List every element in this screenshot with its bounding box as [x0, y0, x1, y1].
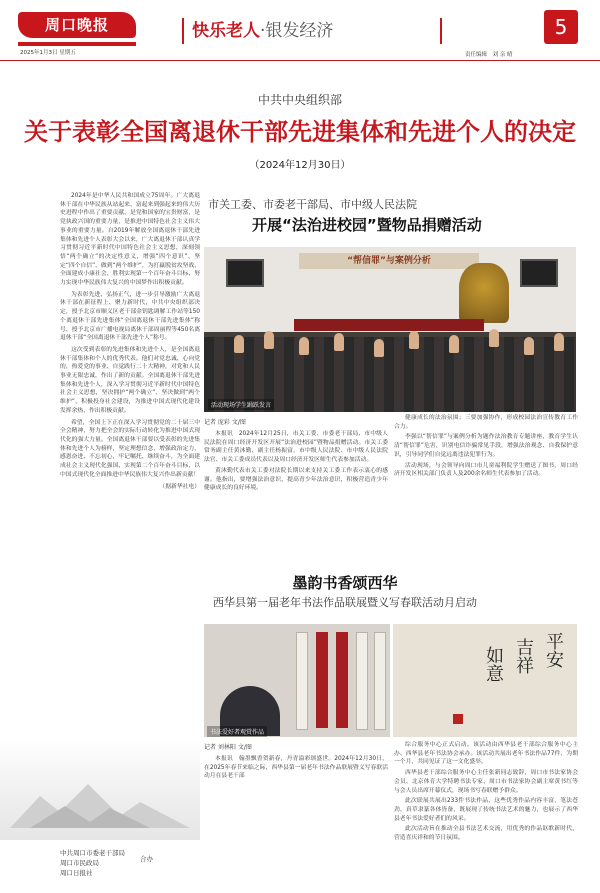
- sponsor-line: 周口日报社: [60, 869, 93, 877]
- masthead-rule: [0, 60, 600, 61]
- seal-stamp: [453, 714, 463, 724]
- story2-credit: 记者 刘林阳 文/图: [204, 744, 252, 751]
- story2-photo-left: [204, 624, 390, 737]
- story1-paragraph: 本报讯 2024年12月25日，市关工委、市委老干部局、市中级人民法院在周口经济开发区开展“法治进校园”暨物品捐赠活动。市关工委常务副主任黄沐勤、副主任杨振富，市中级人民法院、市中级人民法院法官、市关工委成员代表以及周口经济开发区师生代表参加活动。: [204, 431, 388, 464]
- masthead: [0, 0, 600, 62]
- lead-paragraph: 2024年是中华人民共和国成立75周年。广大离退休干部在中华民族从站起来、富起来到强起来的伟大历史进程中作出了重要贡献，是党和国家的宝贵财富，是党执政兴国的重要力量，是推进中国特色社会主义伟大事业的重要力量。自2019年解放全国离退休干部先进集体和先进个人表彰大会以来，广大离退休干部认真学习贯彻习近平新时代中国特色社会主义思想，深刻领悟“两个确立”的决定性意义，增强“四个意识”、坚定“四个自信”、做到“两个维护”，为打赢脱贫攻坚战、全面建成小康社会、胜利实现第一个百年奋斗目标、努力实现中华民族伟大复兴的中国梦作出积极贡献。: [60, 193, 200, 287]
- raised-hand: [489, 329, 499, 347]
- logo-underline: [18, 42, 136, 46]
- story2-body-left: [204, 755, 388, 783]
- hanging-scroll: [374, 632, 386, 730]
- story2-photo-right: [393, 624, 577, 737]
- story1-paragraph: 活动现场，与会领导向周口市儿童福利院学生赠送了图书，周口经济开发区相关部门负责人及200余名师生代表参加了活动。: [394, 462, 578, 478]
- calligraphy-column: 平安: [543, 632, 564, 668]
- section-divider-left: [182, 18, 184, 44]
- story1-paragraph: 健康成长的法治氛围；三要加强协作，形成校园法治宣传教育工作合力。: [394, 415, 578, 430]
- sponsor-list: [60, 848, 125, 878]
- story2-photo-caption: 书法爱好者观赏作品: [207, 726, 267, 737]
- sponsor-line: 周口市民政局: [60, 859, 99, 867]
- lead-kicker: 中共中央组织部: [257, 93, 342, 107]
- calligraphy-column: 吉祥: [513, 638, 534, 674]
- lead-headline: 关于表彰全国离退休干部先进集体和先进个人的决定: [24, 118, 576, 146]
- lead-paragraph: 这次受到表彰的先进集体和先进个人，是全国离退休干部集体和个人的优秀代表。他们对党忠诚、心向党的，热爱党的事业、自觉践行二十大精神，对党和人民事业无限忠诚，作出了新的贡献。全国离退休干部先进集体和先进个人，深入学习贯彻习近平新时代中国特色社会主义思想，坚决拥护“两个确立”、坚决做到“两个维护”，积极投身社会建设，为推进中国式现代化建设发挥余热，作出积极贡献。: [60, 346, 200, 414]
- sponsor-joint-label: 合办: [140, 855, 153, 863]
- red-scroll: [316, 632, 328, 728]
- story2-paragraph: 综合服务中心正式启动。该活动由西华县老干部综合服务中心主办、西华县老年书法协会承办。该活动共展出老年书法作品77件，为期一个月，共同见证了这一文化盛举。: [394, 742, 578, 766]
- story1-headline: 开展“法治进校园”暨物品捐赠活动: [252, 216, 482, 234]
- section-title: [192, 16, 333, 41]
- screen-right: [520, 259, 558, 287]
- lead-paragraph: 希望，全国上下正在深入学习贯彻党的二十届三中全会精神，努力把全会的实际行动转化为推进中国式现代化的强大力量。全国离退休干部要以受表彰的先进集体和先进个人为榜样，坚定理想信念，增强政治定力，感恩奋进、不忘初心，牢记嘱托、继续奋斗，为全面建成社会主义现代化强国、实现第二个百年奋斗目标，以中国式现代化全面推进中华民族伟大复兴作出新贡献！: [60, 419, 200, 478]
- story1-body-left: [204, 430, 388, 495]
- story1-photo: [204, 247, 576, 412]
- raised-hand: [264, 331, 274, 349]
- stage-backdrop: [204, 247, 576, 332]
- raised-hand: [409, 331, 419, 349]
- story2-headline: 墨韵书香颂西华: [292, 574, 398, 592]
- raised-hand: [524, 337, 534, 355]
- story2-kicker: 西华县第一届老年书法作品联展暨义写春联活动月启动: [213, 596, 477, 609]
- lead-body: [60, 192, 200, 494]
- editor-credit: 责任编辑 刘 亲 晴: [465, 52, 513, 58]
- lead-dateline: （2024年12月30日）: [249, 160, 351, 171]
- section-title-sub: ·银发经济: [260, 21, 334, 41]
- story2-paragraph: 此次活动旨在推动全县书法艺术交流，用优秀的作品讴歌新时代，营造喜庆祥和的节日氛围。: [394, 826, 578, 842]
- raised-hand: [334, 333, 344, 351]
- red-scroll: [336, 632, 348, 728]
- mountain-illustration: [10, 778, 190, 828]
- lecture-banner: “帮信罪”与案例分析: [299, 253, 479, 269]
- raised-hand: [374, 339, 384, 357]
- section-divider-right: [440, 18, 442, 44]
- newspaper-logo: 周口晚报: [18, 12, 136, 38]
- screen-left: [226, 259, 264, 287]
- page-number: 5: [544, 10, 578, 44]
- sponsor-line: 中共周口市委老干部局: [60, 849, 125, 857]
- story1-paragraph: 李强以“帮信罪”与案例分析为题作法治教育专题讲座，教育学生认清“帮信罪”危害，识别电信诈骗常见手段，增强法治观念、自我保护意识，引导同学们自觉远离违法犯罪行为。: [394, 434, 578, 458]
- story1-paragraph: 黄沐勤代表市关工委对法院长期以来支持关工委工作表示衷心的感谢。他指出，要增强法治意识，提高青少年法治意识，积极营造青少年健康成长的良好环境。: [204, 467, 388, 492]
- section-title-main: 快乐老人: [192, 21, 260, 41]
- raised-hand: [449, 335, 459, 353]
- issue-date: 2025年1月3日 星期五: [20, 50, 76, 56]
- story2-paragraph: 本报讯 翰墨飘香贺新春，丹青溢彩颂盛世。2024年12月30日，在2025年春节来临之际，西华县第一届老年书法作品联展暨义写春联活动月在县老干部: [204, 756, 388, 780]
- calligraphy-column: 如意: [483, 646, 504, 682]
- raised-hand: [299, 337, 309, 355]
- hanging-scroll: [356, 632, 368, 730]
- story1-photo-caption: 活动现场学生踊跃发言: [208, 399, 274, 410]
- story2-body-right: [394, 741, 578, 845]
- lion-statue: [459, 263, 509, 323]
- hanging-scroll: [296, 632, 308, 730]
- story2-paragraph: 此次联展共展出233件书法作品，这些优秀作品内容丰富，笔法苍劲，真草隶篆各体皆备，既展现了传统书法艺术的魅力，也展示了西华县老年书法爱好者们的风采。: [394, 798, 578, 822]
- lead-source: （据新华社电）: [159, 483, 200, 490]
- stage-table: [294, 319, 484, 331]
- story1-kicker: 市关工委、市委老干部局、市中级人民法院: [208, 198, 417, 211]
- raised-hand: [554, 333, 564, 351]
- story1-credit: 记者 庞彩 文/图: [204, 419, 246, 426]
- story2-paragraph: 西华县老干部综合服务中心主任张新同志致辞，周口市书法家协会会员、北京体育大学特聘书法专家、周口市书法家协会副主席黄书红等与会人员出席开幕仪式，现场书写春联赠予群众。: [394, 770, 578, 794]
- raised-hand: [234, 335, 244, 353]
- story1-body-right: [394, 414, 578, 481]
- lead-paragraph: 为表彰先进、弘扬正气，进一步引导激励广大离退休干部在新征程上、聚力新时代，中共中央组织部决定，授予北京市顺义区老干部金钥匙调解工作站等150个离退休干部先进集体“全国离退休干部先进集体”称号，授予北京市广播电视局离休干部周丽程等450名离退休干部“全国离退休干部先进个人”称号。: [60, 291, 200, 342]
